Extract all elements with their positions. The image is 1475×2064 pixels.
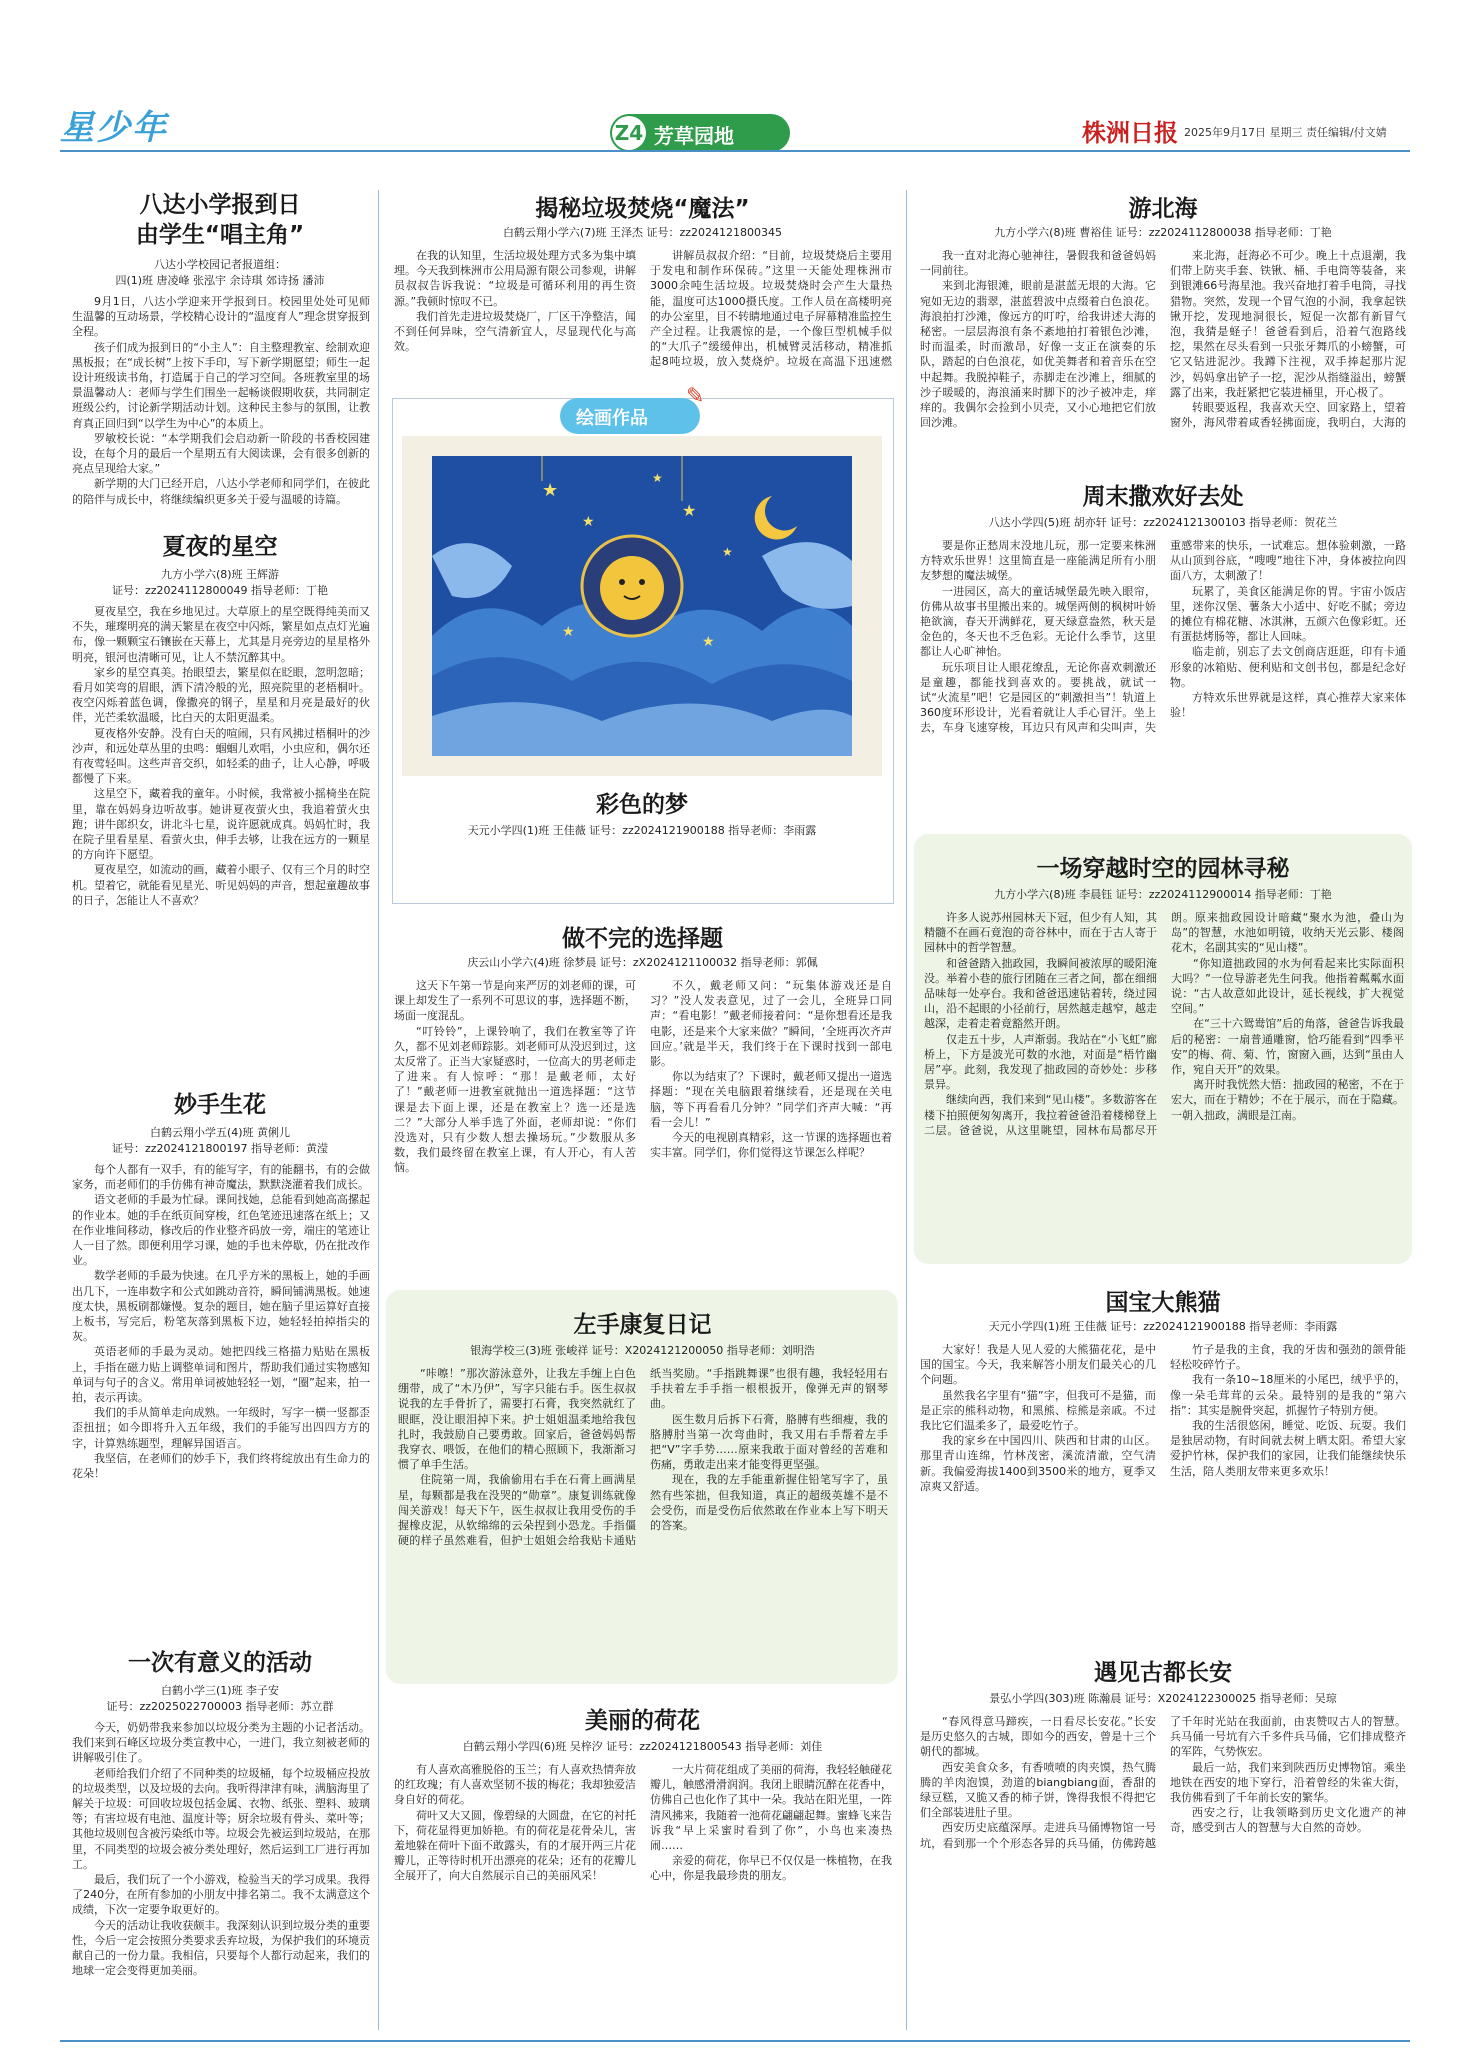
paragraph: 方特欢乐世界就是这样，真心推荐大家来体验！ <box>1170 691 1406 720</box>
paragraph: 在我的认知里，生活垃圾处理方式多为集中填埋。今天我到株洲市公用局源有限公司参观，讲解员叔叔告诉我说：“垃圾是可循环利用的再生资源。”我顿时惊叹不已。 <box>394 249 636 308</box>
byline: 证号：zz2024112800049 指导老师：丁艳 <box>111 584 329 597</box>
article-body <box>72 1162 370 1624</box>
article-body <box>72 604 370 1064</box>
paragraph: 语文老师的手最为忙碌。课间找她，总能看到她高高摞起的作业本。她的手在纸页间穿梭，红色笔迹迅速落在纸上；又在作业堆间移动，修改后的作业整齐码放一旁，端庄的笔迹让人一目了然。即便利用学习课，她的手也未停歇，仍在批改作业。 <box>72 1193 370 1268</box>
paragraph: 临走前，别忘了去文创商店逛逛，印有卡通形象的冰箱贴、便利贴和文创书包，都是纪念好物。 <box>1170 645 1406 689</box>
paragraph: “春风得意马蹄疾，一日看尽长安花。”长安是历史悠久的古城，即如今的西安，曾是十三个朝代的都城。 <box>920 1715 1156 1759</box>
article-body <box>394 1762 892 2030</box>
paragraph: 你以为结束了？下课时，戴老师又提出一道选择题：“现在关电脑跟着继续看，还是现在关电脑，等下再看看几分钟？”同学们齐声大喊：“再看一会儿！” <box>650 1070 892 1129</box>
article-title: 左手康复日记 <box>573 1312 712 1338</box>
article-title: 游北海 <box>1128 196 1198 222</box>
paragraph: 许多人说苏州园林天下冠，但少有人知，其精髓不在画石竟泡的奇谷林中，而在于古人寄于园林中的哲学智慧。 <box>924 911 1157 955</box>
article-body <box>72 1720 370 2030</box>
paragraph: 住院第一周，我偷偷用右手在石膏上画满星星，每颗都是我在没哭的“勋章”。康复训练就像闯关游戏！每天下午，医生叔叔让我用受伤的手握橡皮泥，从软绵绵的云朵捏到小恐龙。手指僵硬的样子虽然难看，但护士姐姐会给我贴卡通贴纸当奖励。“手指跳舞课”也很有趣，我轻轻用右手扶着左手手指一根根扳开，像弹无声的钢琴曲。 <box>398 1367 888 1548</box>
paragraph: 一大片荷花组成了美丽的荷海，我轻轻触碰花瓣儿，触感滑滑润润。我闭上眼睛沉醉在花香中，仿佛自己也化作了其中一朵。我站在阳光里，一阵清风拂来，我随着一池荷花翩翩起舞。蜜蜂飞来告诉我“早上采蜜时看到了你”，小鸟也来凑热闹…… <box>650 1763 892 1853</box>
paragraph: 讲解员叔叔介绍：“目前，垃圾焚烧后主要用于发电和制作环保砖。”这里一天能处理株洲市3000余吨生活垃圾。垃圾焚烧时会产生大量热能，温度可达1000摄氏度。工作人员在高楼明亮的办公室里，目不转睛地通过电子屏幕精准监控生产全过程。让我震惊的是，一个像巨型机械手似的“大爪子”缓缓伸出，机械臂灵活移动，精准抓起8吨垃圾，放入焚烧炉。垃圾在高温下迅速燃 <box>650 249 892 369</box>
section-name: 芳草园地 <box>654 124 734 148</box>
paragraph: 每个人都有一双手，有的能写字，有的能翻书，有的会做家务，而老师们的手仿佛有神奇魔法，默默浇灌着我们成长。 <box>72 1163 370 1192</box>
paragraph: 玩乐项目让人眼花缭乱，无论你喜欢刺激还是童趣，都能找到喜欢的。要挑战，就试一试“火流星”吧！它是园区的“刺激担当”！轨道上360度环形设计，光看着就让人手心冒汗。坐上去，车身飞速穿梭，耳边只有风声和尖叫声，失重感带来的快乐，一试难忘。想体验刺激，一路从山顶到谷底，“嗖嗖”地往下冲，身体被拉向四面八方，太刺激了！ <box>920 539 1406 735</box>
newspaper-name: 株洲日报 <box>1082 118 1178 147</box>
paragraph: 西安美食众多，有香喷喷的肉夹馍，热气腾腾的羊肉泡馍，劲道的biangbiang面，香甜的绿豆糕，又脆又香的柿子饼，馋得我恨不得把它们全部装进肚子里。 <box>920 1760 1156 1820</box>
paragraph: 孩子们成为报到日的“小主人”：自主整理教室、绘制欢迎黑板报；在“成长树”上按下手印，写下新学期愿望；师生一起设计班级读书角，打造属于自己的学习空间。各班教室里的场景温馨动人：老师与学生们围坐一起畅谈假期收获，共同制定班级公约，讨论新学期活动计划。这种民主参与的氛围，让教育真正回归到“以学生为中心”的本质上。 <box>72 340 370 430</box>
article-body <box>924 910 1404 1254</box>
paragraph: 今天的电视剧真精彩，这一节课的选择题也着实丰富。同学们，你们觉得这节课怎么样呢？ <box>650 1131 892 1160</box>
paragraph: 我们首先走进垃圾焚烧厂，厂区干净整洁，闻不到任何异味，空气清新宜人，尽显现代化与高效。 <box>394 309 636 354</box>
article-title: 揭秘垃圾焚烧“魔法” <box>535 196 750 222</box>
byline: 九方小学六(8)班 王辉游 <box>160 568 280 581</box>
painting-title: 彩色的梦 <box>596 792 688 818</box>
byline: 九方小学六(8)班 李晨钰 证号：zz2024112900014 指导老师：丁艳 <box>994 888 1332 901</box>
article-title: 妙手生花 <box>174 1092 266 1118</box>
svg-text:★: ★ <box>722 545 733 559</box>
paragraph: 在“三十六鸳鸯馆”后的角落，爸爸告诉我最后的秘密：一扇普通雕窗，恰巧能看到“四季平安”的梅、荷、菊、竹，窗窗入画，达到“虽由人作，宛自天开”的效果。 <box>1171 1017 1404 1077</box>
article-title: 周末撒欢好去处 <box>1082 484 1244 510</box>
paragraph: 新学期的大门已经开启，八达小学老师和同学们，在彼此的陪伴与成长中，将继续编织更多关于爱与温暖的诗篇。 <box>72 477 370 506</box>
article-body <box>920 538 1406 816</box>
article-title: 一次有意义的活动 <box>128 1650 312 1676</box>
byline: 庆云山小学六(4)班 徐梦晨 证号：zX2024121100032 指导老师：郭佩 <box>467 956 818 969</box>
paragraph: 医生数月后拆下石膏，胳膊有些细瘦，我的胳膊肘当第一次弯曲时，我又用右手帮着左手把“V”字手势……原来我敢于面对曾经的苦难和伤痛，勇敢走出来才能变得更坚强。 <box>650 1412 888 1472</box>
paragraph: 我们的手从简单走向成熟。一年级时，写字一横一竖都歪歪扭扭；如今即将升入五年级，我们的手能写出四四方方的字，计算熟练题型，理解异国语言。 <box>72 1406 370 1450</box>
article-title: 国宝大熊猫 <box>1105 1290 1221 1316</box>
byline: 证号：zz2024121800197 指导老师：黄滢 <box>111 1142 329 1155</box>
paragraph: 我的家乡在中国四川、陕西和甘肃的山区。那里青山连绵，竹林茂密，溪流清澈，空气清新。我偏爱海拔1400到3500米的地方，夏季又凉爽又舒适。 <box>920 1434 1156 1493</box>
painting-illustration <box>402 436 882 776</box>
svg-text:★: ★ <box>652 471 663 485</box>
paragraph: 亲爱的荷花，你早已不仅仅是一株植物，在我心中，你是我最珍贵的朋友。 <box>650 1854 892 1883</box>
paragraph: 我一直对北海心驰神往，暑假我和爸爸妈妈一同前往。 <box>920 249 1156 278</box>
paragraph: 要是你正愁周末没地儿玩，那一定要来株洲方特欢乐世界！这里简直是一座能满足所有小朋友梦想的魔法城堡。 <box>920 539 1156 583</box>
byline: 白鹤云翔小学四(6)班 吴梓汐 证号：zz2024121800543 指导老师：刘佳 <box>462 1740 823 1753</box>
paragraph: 和爸爸踏入拙政园，我瞬间被浓厚的暖阳淹没。举着小巷的旅行团随在三者之间，都在细细品味每一处亭台。我和爸爸迅速钻着转，绕过园山，沿不起眼的小径前行，居然越走越窄，越走越深，走着走着竟豁然开朗。 <box>924 956 1157 1031</box>
paragraph: “叮铃铃”，上课铃响了，我们在教室等了许久，都不见刘老师踪影。刘老师可从没迟到过，这太反常了。正当大家疑惑时，一位高大的男老师走了进来。有人惊呼：“那！是戴老师，太好了！”戴老师一进教室就抛出一道选择题：“这节课是去下面上课，还是在教室上？选一还是选二？”大部分人举手选了外面，老师却说：“你们没选对，只有少数人想去操场玩。”少数服从多数，我们最终留在教室上课，有人开心，有人苦恼。 <box>394 1024 636 1175</box>
paragraph: 最后，我们玩了一个小游戏，检验当天的学习成果。我得了240分，在所有参加的小朋友中排名第二。我不太满意这个成绩，下次一定要争取更好的。 <box>72 1873 370 1917</box>
svg-text:★: ★ <box>582 514 595 530</box>
byline: 天元小学四(1)班 王佳薇 证号：zz2024121900188 指导老师：李雨露 <box>988 1320 1338 1333</box>
paragraph: 今天，奶奶带我来参加以垃圾分类为主题的小记者活动。我们来到石峰区垃圾分类宣教中心，一进门，我立刻被老师的讲解吸引住了。 <box>72 1721 370 1765</box>
paragraph: 英语老师的手最为灵动。她把四线三格描力贴贴在黑板上，手指在磁力贴上调整单词和图片，帮助我们通过实物感知单词与句子的含义。常用单词被她轻轻一划，“圈”起来，拍一拍，表示再读。 <box>72 1345 370 1405</box>
article-body <box>394 978 892 1268</box>
article-title: 美丽的荷花 <box>585 1708 700 1734</box>
paragraph: 9月1日，八达小学迎来开学报到日。校园里处处可见师生温馨的互动场景，学校精心设计的“温度育人”理念贯穿报到全程。 <box>72 295 370 339</box>
paragraph: 仅走五十步，人声渐弱。我站在“小飞虹”廊桥上，下方是波光可数的水池，对面是“梧竹幽居”亭。此刻，我发现了拙政园的奇妙处：步移景异。 <box>924 1032 1157 1092</box>
byline: 八达小学校园记者报道组： <box>154 258 286 271</box>
paragraph: 夏夜星空，我在乡地见过。大草原上的星空既得纯美而又不失，璀璨明亮的满天繁星在夜空中闪烁，繁星如点点灯光遍布，像一颗颗宝石镶嵌在天幕上，尤其是月亮旁边的星星格外明亮，银河也清晰可见，让人不禁沉醉其中。 <box>72 605 370 664</box>
title-line: 由学生“唱主角” <box>135 222 305 248</box>
article-body <box>394 248 892 384</box>
paragraph: 西安之行，让我领略到历史文化遗产的神奇，感受到古人的智慧与大自然的奇妙。 <box>1170 1806 1406 1835</box>
paragraph: 西安历史底蕴深厚。走进兵马俑博物馆一号坑，看到那一个个形态各异的兵马俑，仿佛跨越了千年时光站在我面前，由衷赞叹古人的智慧。兵马俑一号坑有六千多件兵马俑，它们排成整齐的军阵，气势恢宏。 <box>920 1715 1406 1850</box>
paragraph: 大家好！我是人见人爱的大熊猫花花，是中国的国宝。今天，我来解答小朋友们最关心的几个问题。 <box>920 1343 1156 1387</box>
article-title: 一场穿越时空的园林寻秘 <box>1036 856 1290 882</box>
date-line: 2025年9月17日 星期三 责任编辑/付文婧 <box>1184 126 1387 139</box>
paragraph: 转眼要返程，我喜欢天空、回家路上，望着窗外，海风带着咸香轻拂面庞，我明白，大海的 <box>1170 401 1406 430</box>
paragraph: 来北海，赶海必不可少。晚上十点退潮，我们带上防夹手套、铁锹、桶、手电筒等装备，来到银滩66号海星池。我兴奋地打着手电筒，寻找猎物。突然，发现一个冒气泡的小洞，我拿起铁锹开挖，发现地洞很长，短促一次都有新冒气泡，我猜是蛏子！爸爸看到后，沿着气泡路线挖，果然在尽头看到一只张牙舞爪的小螃蟹，可它又钻进泥沙。我蹲下注视，双手捧起那片泥沙，妈妈拿出铲子一挖，泥沙从指缝溢出，螃蟹露了出来，我赶紧把它装进桶里，开心极了。 <box>1170 249 1406 399</box>
byline: 白鹤云翔小学六(7)班 王泽杰 证号：zz2024121800345 <box>502 226 783 239</box>
article-body <box>398 1366 888 1674</box>
byline: 景弘小学四(303)班 陈瀚晨 证号：X2024122300025 指导老师：吴琼 <box>989 1692 1337 1705</box>
svg-text:★: ★ <box>682 501 697 520</box>
paragraph: 夏夜星空，如流动的画，藏着小眼子、仅有三个月的时空机。望着它，就能看见星光、听见妈妈的声音，想起童趣故事的日子，怎能让人不喜欢？ <box>72 863 370 907</box>
byline: 白鹤云翔小学五(4)班 黄俐儿 <box>149 1126 291 1139</box>
paragraph: 来到北海银滩，眼前是湛蓝无垠的大海。它宛如无边的翡翠，湛蓝碧波中点缀着白色浪花。海浪拍打沙滩，像远方的叮咛，给我讲述大海的秘密。一层层海浪有条不紊地拍打着银色沙滩，时而温柔，时而激昂，好像一支正在演奏的乐队，踏起的白色浪花，如优美舞者和着音乐在空中起舞。我脱掉鞋子，赤脚走在沙滩上，细腻的沙子暖暖的，海浪涌来时脚下的沙子被冲走，痒痒的。我偶尔会捡到小贝壳，又小心地把它们放回沙滩。 <box>920 279 1156 430</box>
page-number: Z4 <box>612 116 646 150</box>
paragraph: 最后一站，我们来到陕西历史博物馆。乘坐地铁在西安的地下穿行，沿着曾经的朱雀大街，我仿佛看到了千年前长安的繁华。 <box>1170 1760 1406 1805</box>
paragraph: 我的生活很悠闲，睡觉、吃饭、玩耍。我们是独居动物，有时间就去树上晒太阳。希望大家爱护竹林，保护我们的家园，让我们能继续快乐生活，陪人类朋友带来更多欢乐！ <box>1170 1419 1406 1478</box>
article-title <box>70 190 370 250</box>
paragraph: 老师给我们介绍了不同种类的垃圾桶，每个垃圾桶应投放的垃圾类型，以及垃圾的去向。我听得津津有味，满脑海里了解关于垃圾：可回收垃圾包括金属、衣物、纸张、塑料、玻璃等；有害垃圾有电池、温度计等；厨余垃圾有骨头、菜叶等；其他垃圾则包含被污染纸巾等。垃圾会先被运到垃圾站，在那里，不同类型的垃圾会被分类处理好，然后运到工厂进行再加工。 <box>72 1766 370 1871</box>
masthead <box>0 0 1475 148</box>
paragraph: 我有一条10~18厘米的小尾巴，绒乎乎的，像一朵毛茸茸的云朵。最特别的是我的“第六指”：其实是腕骨突起，抓握竹子特别方便。 <box>1170 1373 1406 1417</box>
painting-badge-label: 绘画作品 <box>576 408 648 429</box>
byline: 银海学校三(3)班 张峻祥 证号：X2024121200050 指导老师：刘明浩 <box>470 1344 815 1357</box>
article-title: 遇见古都长安 <box>1094 1660 1232 1686</box>
paragraph: 离开时我恍然大悟：拙政园的秘密，不在于宏大，而在于精妙；不在于展示，而在于隐藏。一朝入拙政，满眼是江南。 <box>1171 1078 1404 1122</box>
paragraph: “咔嚓！”那次游泳意外，让我左手缠上白色绷带，成了“木乃伊”，写字只能右手。医生叔叔说我的左手骨折了，需要打石膏，我突然就红了眼眶，没让眼泪掉下来。护士姐姐温柔地给我包扎时，我鼓励自己要勇敢。回家后，爸爸妈妈帮我穿衣、喂饭，在他们的精心照顾下，我渐渐习惯了单手生活。 <box>398 1367 636 1472</box>
painting-image <box>402 436 882 776</box>
byline: 八达小学四(5)班 胡亦轩 证号：zz2024121300103 指导老师：贺花兰 <box>988 516 1338 529</box>
title-line: 八达小学报到日 <box>139 192 301 218</box>
page-logo: 星少年 <box>60 108 168 148</box>
article-title: 做不完的选择题 <box>562 926 723 952</box>
column-divider <box>906 190 907 2030</box>
paragraph: 继续向西，我们来到“见山楼”。多数游客在楼下拍照便匆匆离开，我拉着爸爸沿着楼梯登上二层。爸爸说，从这里眺望，园林布局都尽开朗。原来拙政园设计暗藏“聚水为池，叠山为岛”的智慧，水池如明镜，收纳天光云影、楼阁花木，名副其实的“见山楼”。 <box>924 911 1404 1137</box>
paragraph: 我坚信，在老师们的妙手下，我们终将绽放出有生命力的花朵！ <box>72 1451 370 1481</box>
paintbrush-icon: ✎ <box>686 384 705 409</box>
column-divider <box>378 190 379 2030</box>
header-rule <box>60 150 1410 152</box>
paragraph: “你知道拙政园的水为何看起来比实际面积大吗？”一位导游老先生问我。他指着粼粼水面说：“古人故意如此设计，延长视线，扩大视觉空间。” <box>1171 956 1404 1016</box>
paragraph: 罗敏校长说：“本学期我们会启动新一阶段的书香校园建设，在每个月的最后一个星期五有大阅读课，会有很多创新的亮点呈现给大家。” <box>72 431 370 476</box>
paragraph: 数学老师的手最为快速。在几乎方米的黑板上，她的手画出几下，一连串数字和公式如跳动音符，瞬间铺满黑板。她速度太快，黑板刷都嫌慢。复杂的题目，她在脑子里运算好直接上板书，写完后，粉笔灰落到黑板下边，她轻轻拍掉指尖的灰。 <box>72 1269 370 1344</box>
paragraph: 玩累了，美食区能满足你的胃。宇宙小饭店里，迷你汉堡、薯条大小适中、好吃不腻；旁边的摊位有棉花糖、冰淇淋，五颜六色像彩虹。还有蛋挞烤肠等，都让人回味。 <box>1170 584 1406 644</box>
paragraph: 有人喜欢高雅脱俗的玉兰；有人喜欢热情奔放的红玫瑰；有人喜欢坚韧不拔的梅花；我却独爱洁身自好的荷花。 <box>394 1763 636 1807</box>
paragraph: 这天下午第一节是向来严厉的刘老师的课，可课上却发生了一系列不可思议的事，选择题不断，场面一度混乱。 <box>394 979 636 1023</box>
paragraph: 夏夜格外安静。没有白天的喧闹，只有风拂过梧桐叶的沙沙声，和远处草丛里的虫鸣：蝈蝈儿欢唱，小虫应和，偶尔还有夜莺轻叫。这些声音交织，如轻柔的曲子，让人心静，呼吸都慢了下来。 <box>72 726 370 786</box>
svg-text:★: ★ <box>702 634 715 650</box>
paragraph: 不久，戴老师又问：“玩集体游戏还是自习？”没人发表意见，过了一会儿，全班异口同声：“看电影！”戴老师接着问：“是你想看还是我电影，还是来个大家来做？”瞬间，‘全班再次齐声回应。’就是半天，我们终于在下课时找到一部电影。 <box>650 979 892 1069</box>
paragraph: 荷叶又大又圆，像碧绿的大圆盘，在它的衬托下，荷花显得更加娇艳。有的荷花是花骨朵儿，害羞地躲在荷叶下面不敢露头，有的才展开两三片花瓣儿，正等待时机开出漂亮的花朵；还有的花瓣儿全展开了，向大自然展示自己的美丽风采！ <box>394 1808 636 1883</box>
byline: 证号：zz2025022700003 指导老师：苏立群 <box>106 1700 334 1713</box>
svg-text:★: ★ <box>562 624 575 640</box>
paragraph: 家乡的星空真美。抬眼望去，繁星似在眨眼，忽明忽暗；看月如笑弯的眉眼，洒下清冷般的光，照亮院里的老梧桐叶。夜空闪烁着蓝色调，像撒亮的钢子，星星和月亮是最好的伙伴，光芒柔软温暖，比白天的太阳更温柔。 <box>72 665 370 725</box>
article-title: 夏夜的星空 <box>162 534 278 560</box>
paragraph: 竹子是我的主食，我的牙齿和强劲的颌骨能轻松咬碎竹子。 <box>1170 1343 1406 1372</box>
article-body <box>72 294 370 506</box>
byline: 四(1)班 唐凌峰 张泓宇 余诗琪 郊诗扬 潘沛 <box>115 274 325 287</box>
footer-rule <box>60 2040 1410 2042</box>
paragraph: 今天的活动让我收获颇丰。我深刻认识到垃圾分类的重要性，今后一定会按照分类要求丢弃垃圾，为保护我们的环境贡献自己的一份力量。我相信，只要每个人都行动起来，我们的地球一定会变得更加美丽。 <box>72 1918 370 1978</box>
paragraph: 这星空下，藏着我的童年。小时候，我常被小摇椅坐在院里，靠在妈妈身边听故事。她讲夏夜萤火虫，我追着萤火虫跑；讲牛郎织女，讲北斗七星，说许愿就成真。妈妈忙时，我在院子里看星星、看萤火虫，伸手去够，让我在远方的一颗星的方向许下愿望。 <box>72 787 370 862</box>
article-body <box>920 1342 1406 1636</box>
paragraph: 一进园区，高大的童话城堡最先映入眼帘，仿佛从故事书里搬出来的。城堡两侧的枫树叶娇艳欲滴，春天开满鲜花，夏天绿意盎然，秋天是金色的，冬天也不乏色彩。无论什么季节，这里都让人心旷神怡。 <box>920 584 1156 659</box>
paragraph: 现在，我的左手能重新握住铅笔写字了，虽然有些笨拙，但我知道，真正的超级英雄不是不会受伤，而是受伤后依然敢在作业本上写下明天的答案。 <box>650 1473 888 1533</box>
byline: 白鹤小学三(1)班 李子安 <box>160 1684 280 1697</box>
byline: 九方小学六(8)班 曹裕佳 证号：zz2024112800038 指导老师：丁艳 <box>994 226 1332 239</box>
paragraph: 虽然我名字里有“猫”字，但我可不是猫，而是正宗的熊科动物，和黑熊、棕熊是亲戚。不过我比它们温柔多了，最爱吃竹子。 <box>920 1388 1156 1433</box>
svg-text:★: ★ <box>542 480 559 501</box>
painting-byline: 天元小学四(1)班 王佳薇 证号：zz2024121900188 指导老师：李雨露 <box>467 824 817 837</box>
article-body <box>920 1714 1406 2030</box>
article-body <box>920 248 1406 458</box>
